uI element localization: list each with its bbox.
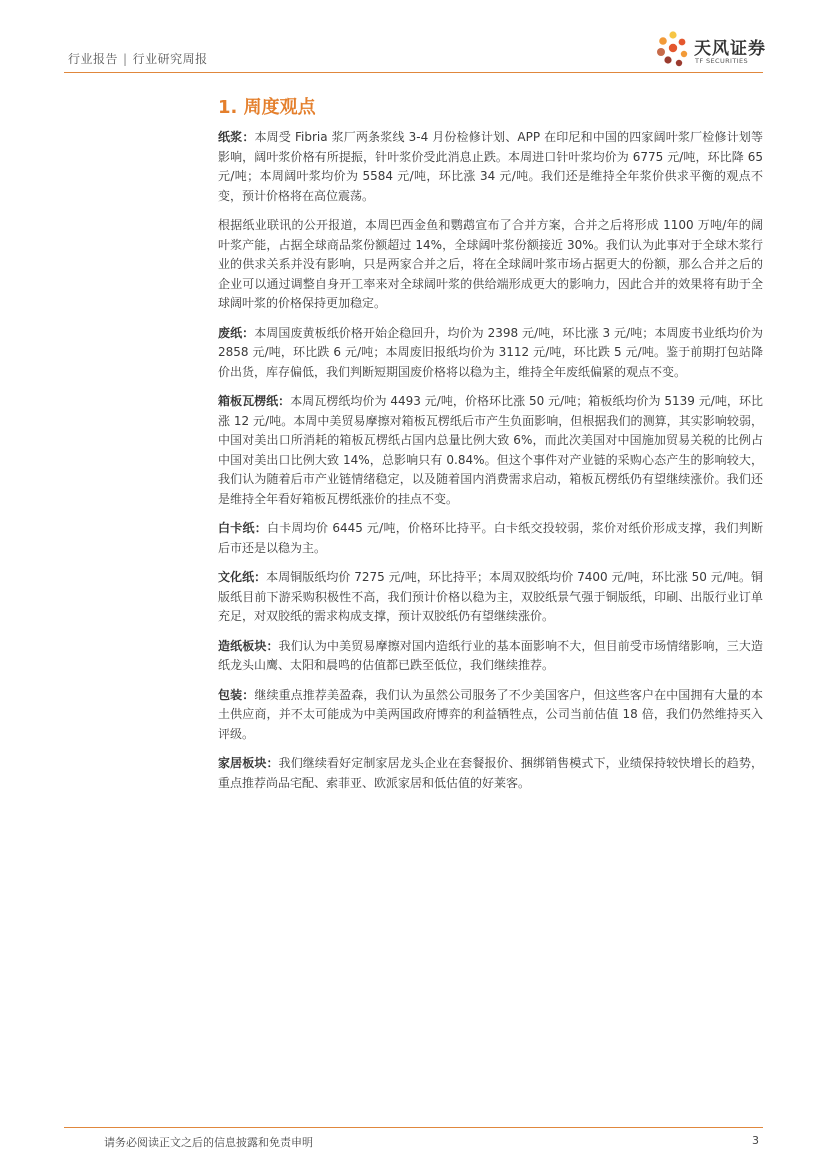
page-number: 3 [752,1134,759,1147]
section-title: 1. 周度观点 [218,97,316,118]
paragraph-lead: 箱板瓦楞纸： [218,394,291,408]
report-body [218,128,763,803]
paragraph-lead: 造纸板块： [218,638,279,653]
paragraph-text: 我们认为中美贸易摩擦对国内造纸行业的基本面影响不大，但目前受市场情绪影响，三大造纸龙头山鹰、太阳和晨鸣的估值都已跌至低位，我们继续推荐。 [218,638,763,672]
paragraph-lead: 家居板块： [218,756,279,770]
paragraph-lead: 废纸： [218,325,255,340]
paragraph-text: 继续重点推荐美盈森，我们认为虽然公司服务了不少美国客户，但这些客户在中国拥有大量的本土供应商，并不太可能成为中美两国政府博弈的利益牺牲点，公司当前估值 18 倍，我们仍然维持买入评级。 [218,687,763,741]
paragraph [218,568,763,627]
paragraph [218,216,763,314]
header-divider [64,72,763,73]
paragraph-lead: 包装： [218,687,255,702]
paragraph-text: 本周瓦楞纸均价为 4493 元/吨，价格环比涨 50 元/吨；箱板纸均价为 5139 元/吨，环比涨 12 元/吨。本周中美贸易摩擦对箱板瓦楞纸后市产生负面影响，但根据我们的测算，其实影响较弱，中国对美出口所消耗的箱板瓦楞纸占国内总量比例大致 6%，而此次美国对中国施加贸易关税的比例占中国对美出口比例大致 14%，总影响只有 0.84%。但这个事件对产业链的采购心态产生的影响较大，我们认为随着后市产业链情绪稳定，以及随着国内消费需求启动，箱板瓦楞纸仍有望继续涨价。我们还是维持全年看好箱板瓦楞纸涨价的挂点不变。 [218,394,763,506]
paragraph-text: 本周国废黄板纸价格开始企稳回升，均价为 2398 元/吨，环比涨 3 元/吨；本周废书业纸均价为 2858 元/吨，环比跌 6 元/吨；本周废旧报纸均价为 3112 元/吨，环比跌 5 元/吨。鉴于前期打包站降价出货，库存偏低，我们判断短期国废价格将以稳为主，维持全年废纸偏紧的观点不变。 [218,325,763,379]
paragraph-lead: 文化纸： [218,570,267,584]
report-header [68,50,208,67]
paragraph-lead: 白卡纸： [218,521,268,535]
footer-disclaimer: 请务必阅读正文之后的信息披露和免责申明 [104,1136,313,1149]
paragraph-text: 本周铜版纸均价 7275 元/吨，环比持平；本周双胶纸均价 7400 元/吨，环比涨 50 元/吨。铜版纸目前下游采购积极性不高，我们预计价格以稳为主，双胶纸景气强于铜版纸，印刷、出版行业订单充足，对双胶纸的需求构成支撑，预计双胶纸仍有望继续涨价。 [218,570,763,623]
paragraph-lead: 纸浆： [218,130,255,144]
header-separator: | [123,52,128,66]
flower-logo-icon [654,30,690,70]
paragraph-text: 本周受 Fibria 浆厂两条浆线 3-4 月份检修计划、APP 在印尼和中国的四家阔叶浆厂检修计划等影响，阔叶浆价格有所提振，针叶浆价受此消息止跌。本周进口针叶浆均价为 6775 元/吨，环比降 65 元/吨；本周阔叶浆均价为 5584 元/吨，环比涨 34 元/吨。我们还是维持全年浆价供求平衡的观点不变，预计价格将在高位震荡。 [218,130,763,203]
paragraph [218,754,763,793]
paragraph-text: 根据纸业联讯的公开报道，本周巴西金鱼和鹦鹉宣布了合并方案，合并之后将形成 1100 万吨/年的阔叶浆产能，占据全球商品浆份额超过 14%，全球阔叶浆份额接近 30%。我们认为此事对于全球木浆行业的供求关系并没有影响，只是两家合并之后，将在全球阔叶浆市场占据更大的份额，那么合并之后的企业可以通过调整自身开工率来对全球阔叶浆的供给端形成更大的影响力，因此合并的效果将有助于全球阔叶浆的价格保持更加稳定。 [218,218,763,310]
report-subcategory: 行业研究周报 [132,52,208,66]
brand-name-en: TF SECURITIES [695,57,749,65]
paragraph-text: 我们继续看好定制家居龙头企业在套餐报价、捆绑销售模式下，业绩保持较快增长的趋势，重点推荐尚品宅配、索菲亚、欧派家居和低估值的好莱客。 [218,756,763,790]
brand-name-cn: 天风证券 [694,39,766,59]
report-category: 行业报告 [68,52,119,66]
paragraph [218,324,763,383]
paragraph [218,637,763,676]
paragraph [218,128,763,206]
paragraph [218,686,763,745]
company-logo [654,30,774,70]
paragraph [218,519,763,558]
footer-divider [64,1127,763,1128]
paragraph-text: 白卡周均价 6445 元/吨，价格环比持平。白卡纸交投较弱，浆价对纸价形成支撑，我们判断后市还是以稳为主。 [218,521,763,555]
paragraph [218,392,763,509]
